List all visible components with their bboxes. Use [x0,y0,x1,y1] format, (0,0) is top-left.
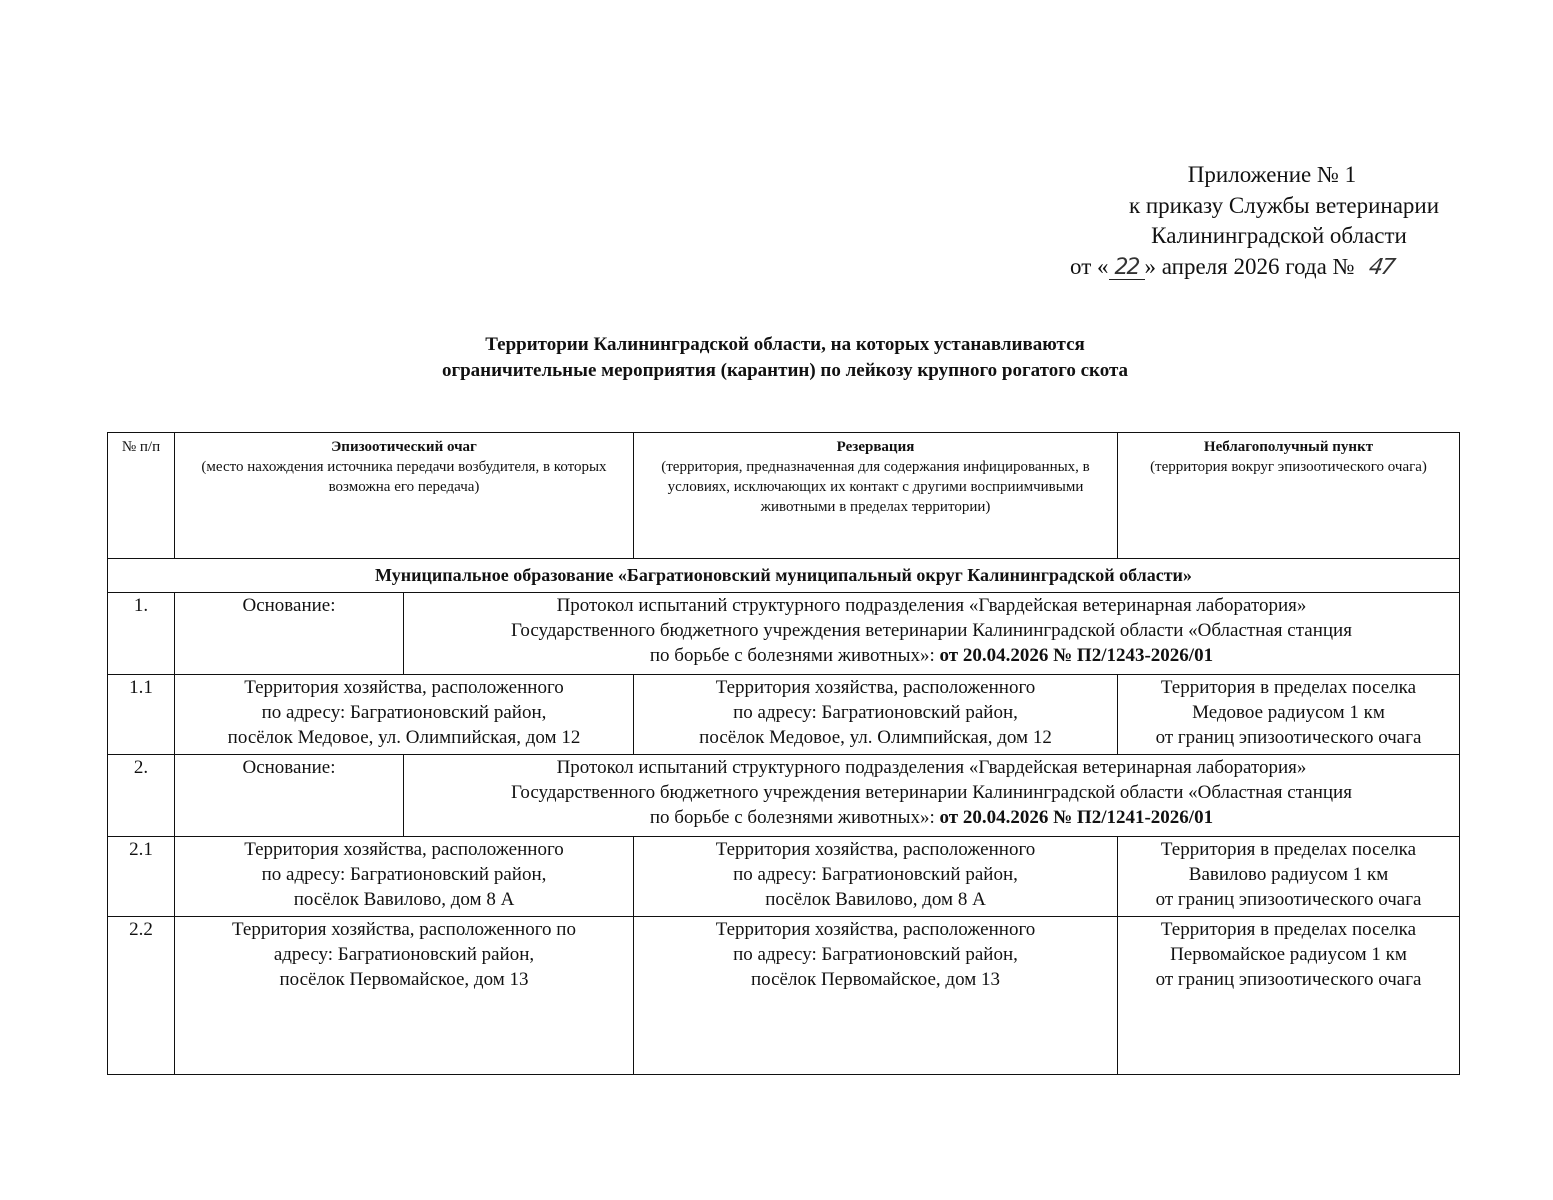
focus-line: Территория хозяйства, расположенного [244,839,564,860]
basis-label: Основание: [175,755,404,837]
reservation-line: по адресу: Багратионовский район, [733,944,1018,965]
reservation-line: по адресу: Багратионовский район, [733,864,1018,885]
unfavorable-line: Территория в пределах поселка [1160,677,1417,698]
unfavorable-cell [1118,837,1460,917]
basis-row [108,593,1460,675]
basis-line-1: Протокол испытаний структурного подразделения «Гвардейская ветеринарная лаборатория» [556,757,1307,778]
basis-row [108,755,1460,837]
focus-line: по адресу: Багратионовский район, [261,864,547,885]
reservation-line: по адресу: Багратионовский район, [733,702,1018,723]
focus-cell [175,837,634,917]
basis-line-2: Государственного бюджетного учреждения ветеринарии Калининградской области «Областная станция [511,620,1352,641]
header-reservation-desc: (территория, предназначенная для содержания инфицированных, в условиях, исключающих их контакт с другими восприимчивыми животными в пределах территории) [661,459,1090,515]
quarantine-table [107,432,1460,1075]
focus-line: посёлок Медовое, ул. Олимпийская, дом 12 [227,727,581,748]
group-number: 2. [108,755,175,837]
reservation-line: посёлок Первомайское, дом 13 [750,969,1001,990]
basis-line-3-text: по борьбе с болезнями животных»: [649,807,935,828]
item-number: 2.2 [108,917,175,1075]
basis-line-2: Государственного бюджетного учреждения ветеринарии Калининградской области «Областная станция [511,782,1352,803]
focus-line: Территория хозяйства, расположенного по [232,919,576,940]
header-reservation-title: Резервация [836,439,915,455]
title-line-1: Территории Калининградской области, на которых устанавливаются [485,334,1085,355]
focus-line: посёлок Первомайское, дом 13 [279,969,529,990]
basis-text [404,593,1460,675]
header-unfavorable-desc: (территория вокруг эпизоотического очага) [1150,459,1427,475]
unfavorable-line: Первомайское радиусом 1 км [1170,944,1407,965]
focus-cell [175,917,634,1075]
unfavorable-line: от границ эпизоотического очага [1155,889,1422,910]
table-row [108,917,1460,1075]
appendix-line-3: Калининградской области [1151,223,1407,248]
header-num: № п/п [108,433,175,559]
unfavorable-line: Медовое радиусом 1 км [1192,702,1385,723]
handwritten-day: 22 [1109,257,1145,280]
municipality-row [108,559,1460,593]
table-row [108,837,1460,917]
focus-cell [175,675,634,755]
reservation-line: посёлок Медовое, ул. Олимпийская, дом 12 [699,727,1052,748]
basis-label: Основание: [175,593,404,675]
header-focus [175,433,634,559]
reservation-line: посёлок Вавилово, дом 8 А [765,889,986,910]
header-unfavorable-title: Неблагополучный пункт [1203,439,1374,455]
focus-line: Территория хозяйства, расположенного [244,677,564,698]
unfavorable-cell [1118,917,1460,1075]
group-number: 1. [108,593,175,675]
reservation-line: Территория хозяйства, расположенного [715,919,1036,940]
unfavorable-line: от границ эпизоотического очага [1155,727,1422,748]
basis-line-3 [408,643,1455,668]
municipality-name: Муниципальное образование «Багратионовский муниципальный округ Калининградской области» [108,559,1460,593]
unfavorable-cell [1118,675,1460,755]
header-focus-desc: (место нахождения источника передачи возбудителя, в которых возможна его передача) [201,459,607,495]
basis-text [404,755,1460,837]
date-prefix: от « [1070,253,1109,279]
item-number: 2.1 [108,837,175,917]
focus-line: адресу: Багратионовский район, [273,944,535,965]
reservation-line: Территория хозяйства, расположенного [715,677,1036,698]
document-title [200,332,1370,384]
appendix-line-1: Приложение № 1 [1187,162,1357,187]
basis-line-1: Протокол испытаний структурного подразделения «Гвардейская ветеринарная лаборатория» [556,595,1307,616]
date-middle: » апреля 2026 года № [1144,253,1355,279]
table-row [108,675,1460,755]
header-focus-title: Эпизоотический очаг [331,439,477,455]
focus-line: по адресу: Багратионовский район, [261,702,547,723]
header-unfavorable [1118,433,1460,559]
appendix-line-2: к приказу Службы ветеринарии [1128,192,1440,218]
table-header-row [108,433,1460,559]
reservation-line: Территория хозяйства, расположенного [715,839,1036,860]
reservation-cell [634,917,1118,1075]
basis-line-3 [408,805,1455,830]
item-number: 1.1 [108,675,175,755]
appendix-header [1060,160,1460,283]
basis-reference: от 20.04.2026 № П2/1241-2026/01 [939,807,1214,828]
appendix-date-line [1060,252,1460,284]
focus-line: посёлок Вавилово, дом 8 А [293,889,515,910]
header-reservation [634,433,1118,559]
unfavorable-line: Территория в пределах поселка [1160,839,1417,860]
reservation-cell [634,675,1118,755]
title-line-2: ограничительные мероприятия (карантин) по лейкозу крупного рогатого скота [441,360,1129,381]
reservation-cell [634,837,1118,917]
unfavorable-line: от границ эпизоотического очага [1155,969,1422,990]
basis-line-3-text: по борьбе с болезнями животных»: [649,645,935,666]
handwritten-order-number: 47 [1366,254,1395,280]
unfavorable-line: Вавилово радиусом 1 км [1188,864,1389,885]
basis-reference: от 20.04.2026 № П2/1243-2026/01 [939,645,1214,666]
unfavorable-line: Территория в пределах поселка [1160,919,1417,940]
